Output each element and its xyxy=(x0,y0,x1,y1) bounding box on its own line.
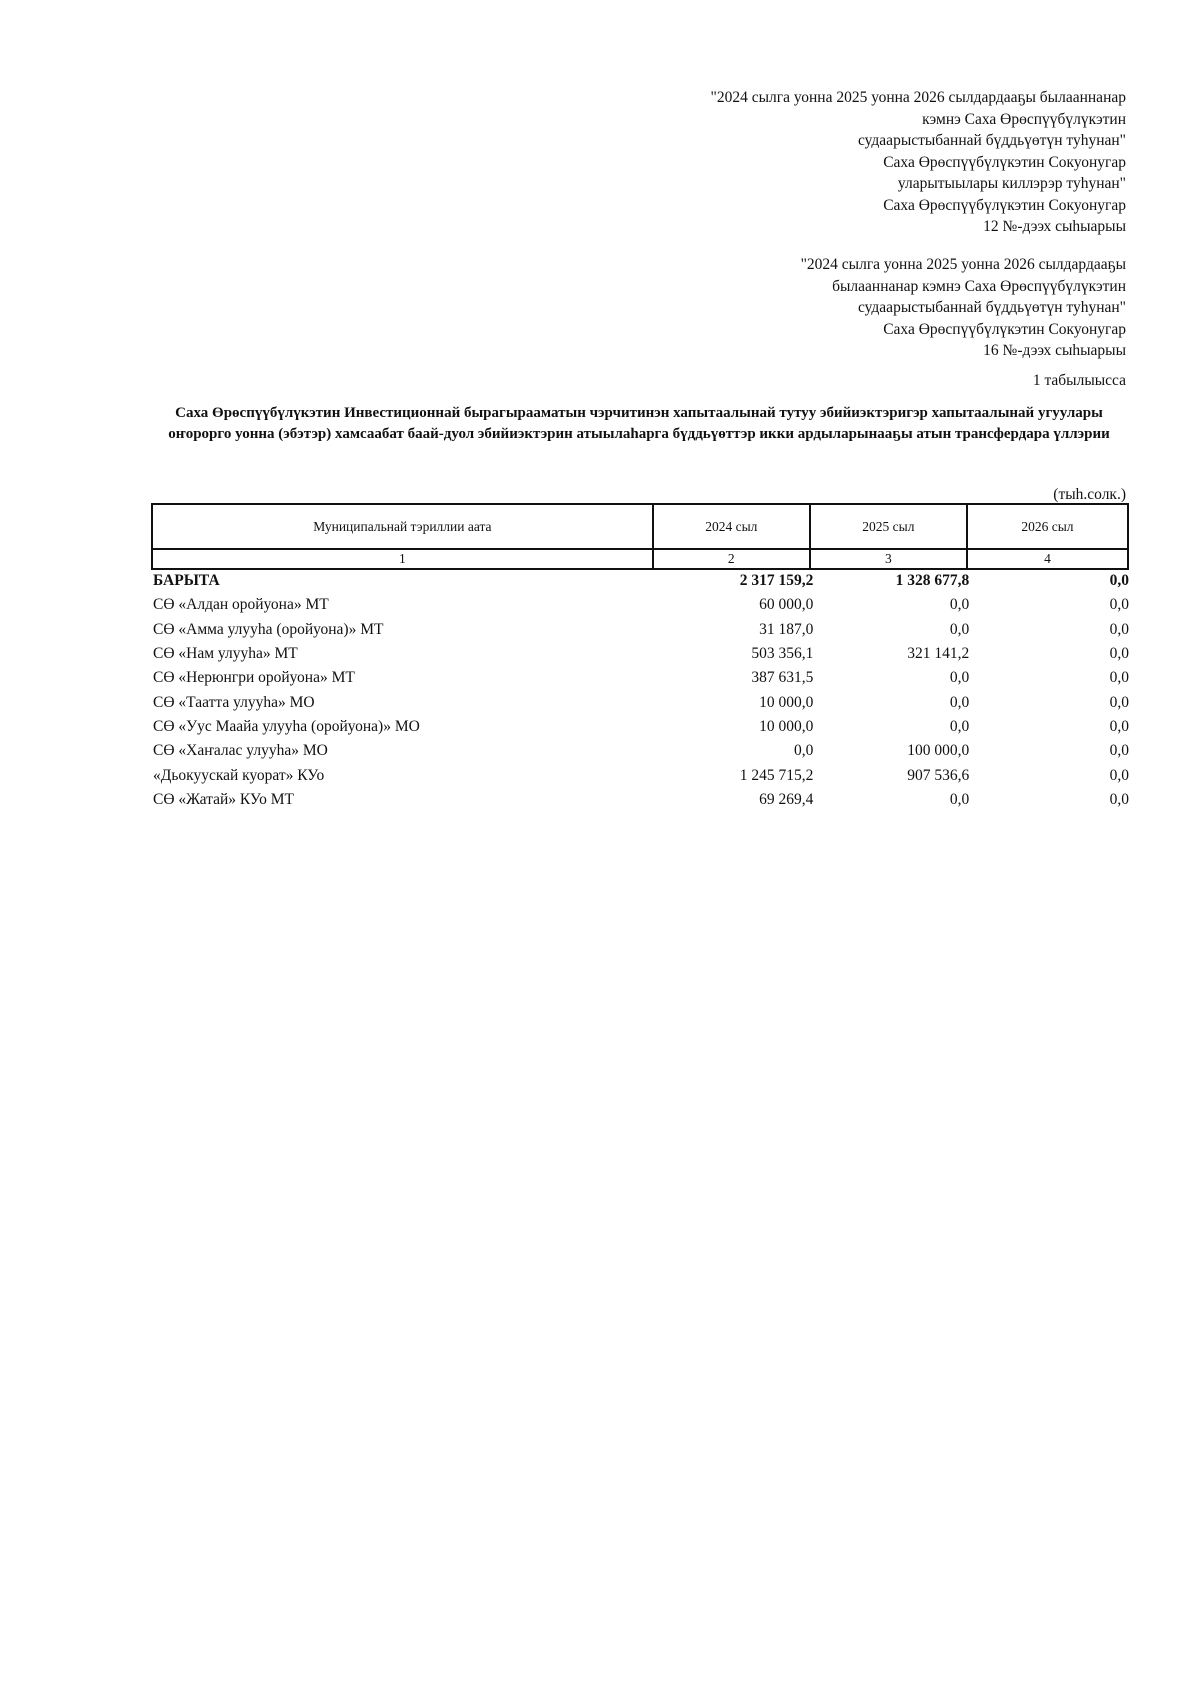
column-header-municipality: Муниципальнай тэриллии аата xyxy=(152,504,653,549)
column-number: 4 xyxy=(967,549,1128,569)
value-2025: 0,0 xyxy=(949,717,970,735)
total-2026: 0,0 xyxy=(1109,572,1129,590)
table-number-label: 1 табылыысса xyxy=(1032,372,1126,389)
header-line: былааннанар кэмнэ Саха Өрөспүүбүлүкэтин xyxy=(832,277,1126,295)
value-2025: 0,0 xyxy=(949,620,970,638)
value-2026: 0,0 xyxy=(1109,693,1129,711)
total-2024: 2 317 159,2 xyxy=(739,572,814,590)
header-line: Саха Өрөспүүбүлүкэтин Сокуонугар xyxy=(883,196,1126,214)
appendix-header-12 xyxy=(711,87,1126,238)
value-2024: 69 269,4 xyxy=(759,790,814,808)
municipality-name: СӨ «Таатта улууһа» МО xyxy=(153,693,315,711)
municipality-name: «Дьокуускай куорат» КУо xyxy=(153,766,325,784)
header-line: судаарыстыбаннай бүддьүөтүн туһунан" xyxy=(857,132,1126,149)
header-line: Саха Өрөспүүбүлүкэтин Сокуонугар xyxy=(883,153,1126,171)
table-row xyxy=(151,642,1129,666)
header-line: "2024 сылга уонна 2025 уонна 2026 сылдардааҕы былааннанар xyxy=(710,89,1126,106)
municipality-name: СӨ «Уус Маайа улууһа (оройуона)» МО xyxy=(153,717,420,735)
header-line: 12 №-дээх сыһыарыы xyxy=(983,218,1126,235)
table-row xyxy=(151,739,1129,763)
value-2026: 0,0 xyxy=(1109,742,1129,760)
table-header-row xyxy=(152,504,1128,549)
value-2024: 10 000,0 xyxy=(759,693,814,711)
municipality-name: СӨ «Нам улууһа» МТ xyxy=(153,645,298,663)
column-number: 1 xyxy=(152,549,653,569)
units-label: (тыһ.солк.) xyxy=(1053,486,1126,503)
value-2024: 31 187,0 xyxy=(759,620,814,638)
header-line: судаарыстыбаннай бүддьүөтүн туһунан" xyxy=(857,299,1126,316)
value-2026: 0,0 xyxy=(1109,645,1129,663)
value-2025: 0,0 xyxy=(949,790,970,808)
header-line: Саха Өрөспүүбүлүкэтин Сокуонугар xyxy=(883,320,1126,338)
table-row xyxy=(151,593,1129,617)
value-2024: 1 245 715,2 xyxy=(739,766,814,784)
header-line: уларытыылары киллэрэр туһунан" xyxy=(897,175,1126,192)
header-line: 16 №-дээх сыһыарыы xyxy=(983,342,1126,359)
value-2026: 0,0 xyxy=(1109,669,1129,687)
value-2024: 10 000,0 xyxy=(759,717,814,735)
table-header xyxy=(151,503,1129,570)
value-2025: 0,0 xyxy=(949,596,970,614)
total-2025: 1 328 677,8 xyxy=(895,572,970,590)
value-2024: 0,0 xyxy=(794,742,814,760)
document-title: Саха Өрөспүүбүлүкэтин Инвестиционнай бырагырааматын чэрчитинэн хапытаалынай тутуу эбийиэктэригэр хапытаалынай угуулары оҥорорго уонна (эбэтэр) хамсаабат баай-дуол эбийиэктэрин атыылаһарга бүддьүөттэр икки ардыларынааҕы атын трансфердара үллэрии xyxy=(168,405,1110,442)
municipality-name: СӨ «Алдан оройуона» МТ xyxy=(153,596,329,614)
appendix-header-16 xyxy=(801,254,1126,362)
municipality-name: СӨ «Амма улууһа (оройуона)» МТ xyxy=(153,620,384,638)
value-2025: 321 141,2 xyxy=(907,645,970,663)
value-2025: 0,0 xyxy=(949,669,970,687)
value-2025: 100 000,0 xyxy=(907,742,970,760)
table-row xyxy=(151,618,1129,642)
table-body xyxy=(151,569,1129,812)
table-row xyxy=(151,690,1129,714)
column-header-2026: 2026 сыл xyxy=(967,504,1128,549)
value-2024: 387 631,5 xyxy=(751,669,814,687)
table-row xyxy=(151,788,1129,812)
value-2026: 0,0 xyxy=(1109,766,1129,784)
value-2024: 60 000,0 xyxy=(759,596,814,614)
municipality-name: СӨ «Жатай» КУо МТ xyxy=(153,790,295,808)
value-2025: 907 536,6 xyxy=(907,766,970,784)
value-2024: 503 356,1 xyxy=(751,645,814,663)
table-row xyxy=(151,763,1129,787)
column-header-2024: 2024 сыл xyxy=(653,504,810,549)
header-line: "2024 сылга уонна 2025 уонна 2026 сылдардааҕы xyxy=(800,256,1126,273)
municipality-name: СӨ «Хаҥалас улууһа» МО xyxy=(153,742,328,760)
table-row xyxy=(151,666,1129,690)
value-2026: 0,0 xyxy=(1109,790,1129,808)
municipality-name: СӨ «Нерюнгри оройуона» МТ xyxy=(153,669,355,687)
value-2026: 0,0 xyxy=(1109,596,1129,614)
total-row xyxy=(151,569,1129,593)
column-number: 2 xyxy=(653,549,810,569)
value-2025: 0,0 xyxy=(949,693,970,711)
table-row xyxy=(151,715,1129,739)
column-header-2025: 2025 сыл xyxy=(810,504,967,549)
value-2026: 0,0 xyxy=(1109,620,1129,638)
header-line: кэмнэ Саха Өрөспүүбүлүкэтин xyxy=(922,110,1126,128)
column-number: 3 xyxy=(810,549,967,569)
total-label: БАРЫТА xyxy=(153,572,220,590)
column-number-row xyxy=(152,549,1128,569)
value-2026: 0,0 xyxy=(1109,717,1129,735)
